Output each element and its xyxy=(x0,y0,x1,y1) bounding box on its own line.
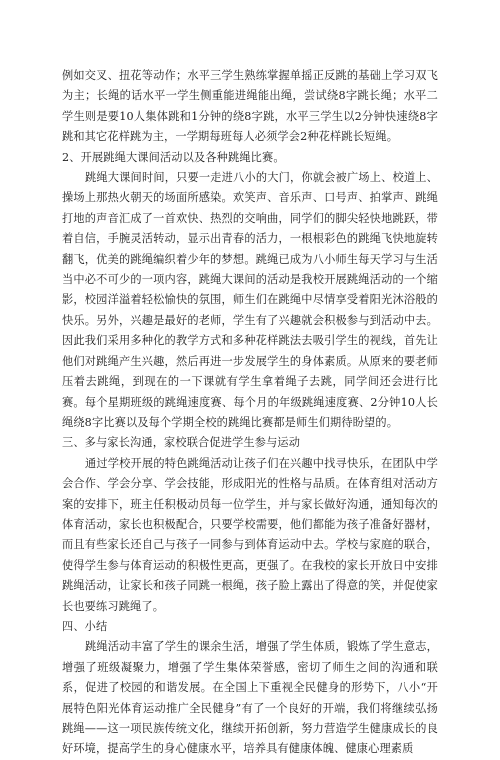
section-heading-home-school: 三、多与家长沟通，家校联合促进学生参与运动 xyxy=(62,436,301,450)
paragraph-summary: 跳绳活动丰富了学生的课余生活，增强了学生体质，锻炼了学生意志，增强了班级凝聚力，增强了学生集体荣誉感，密切了师生之间的沟通和联系，促进了校园的和谐发展。在全国上下重视全民健身的形势下，八小“开展特色阳光体育运动推广全民健身”有了一个良好的开端，我们将继续弘扬跳绳——这一项民族传统文化，继续开拓创新，努力营造学生健康成长的良好环境，提高学生的身心健康水平，培养具有健康体魄、健康心理素质 xyxy=(62,640,438,756)
paragraph-rope-skipping-levels: 例如交叉、扭花等动作；水平三学生熟练掌握单摇正反跳的基础上学习双飞为主；长绳的话水平一学生侧重能进绳能出绳，尝试绕8字跳长绳；水平二学生则是要10人集体跳和1分钟的绕8字跳，水平三学生以2分钟快速绕8字跳和其它花样跳为主，一学期每班每人必须学会2种花样跳长短绳。 xyxy=(62,69,438,144)
paragraph-recess-description: 跳绳大课间时间，只要一走进八小的大门，你就会被广场上、校道上、操场上那热火朝天的场面所感染。欢笑声、音乐声、口号声、拍掌声、跳绳打地的声音汇成了一首欢快、热烈的交响曲，同学们的脚尖轻快地跳跃，带着自信，手腕灵活转动，显示出青春的活力，一根根彩色的跳绳飞快地旋转翻飞，优美的跳绳编织着少年的梦想。跳绳已成为八小师生每天学习与生活当中必不可少的一项内容，跳绳大课间的活动是我校开展跳绳活动的一个缩影，校园洋溢着轻松愉快的氛围，师生们在跳绳中尽情享受着阳光沐浴般的快乐。另外，兴趣是最好的老师，学生有了兴趣就会积极参与到活动中去。因此我们采用多种化的教学方式和多种花样跳法去吸引学生的视线，首先让他们对跳绳产生兴趣，然后再进一步发展学生的身体素质。从原来的要老师压着去跳绳，到现在的一下课就有学生拿着绳子去跳，同学间还会进行比赛。每个星期班级的跳绳速度赛、每个月的年级跳绳速度赛、2分钟10人长绳绕8字比赛以及每个学期全校的跳绳比赛都是师生们期待盼望的。 xyxy=(62,171,438,429)
section-heading-recess-activities: 2、开展跳绳大课间活动以及各种跳绳比赛。 xyxy=(62,150,285,164)
section-heading-summary: 四、小结 xyxy=(62,619,108,633)
paragraph-home-school-cooperation: 通过学校开展的特色跳绳活动让孩子们在兴趣中找寻快乐，在团队中学会合作、学会分享、学会技能，形成阳光的性格与品质。在体育组对活动方案的安排下，班主任积极动员每一位学生，并与家长做好沟通，通知每次的体育活动，家长也积极配合，只要学校需要，他们都能为孩子准备好器材，而且有些家长还自己与孩子一同参与到体育运动中去。学校与家庭的联合，使得学生参与体育运动的积极性更高，更强了。在我校的家长开放日中安排跳绳活动，让家长和孩子同跳一根绳，孩子脸上露出了得意的笑，并促使家长也要练习跳绳了。 xyxy=(62,456,438,613)
document-page xyxy=(62,66,438,760)
